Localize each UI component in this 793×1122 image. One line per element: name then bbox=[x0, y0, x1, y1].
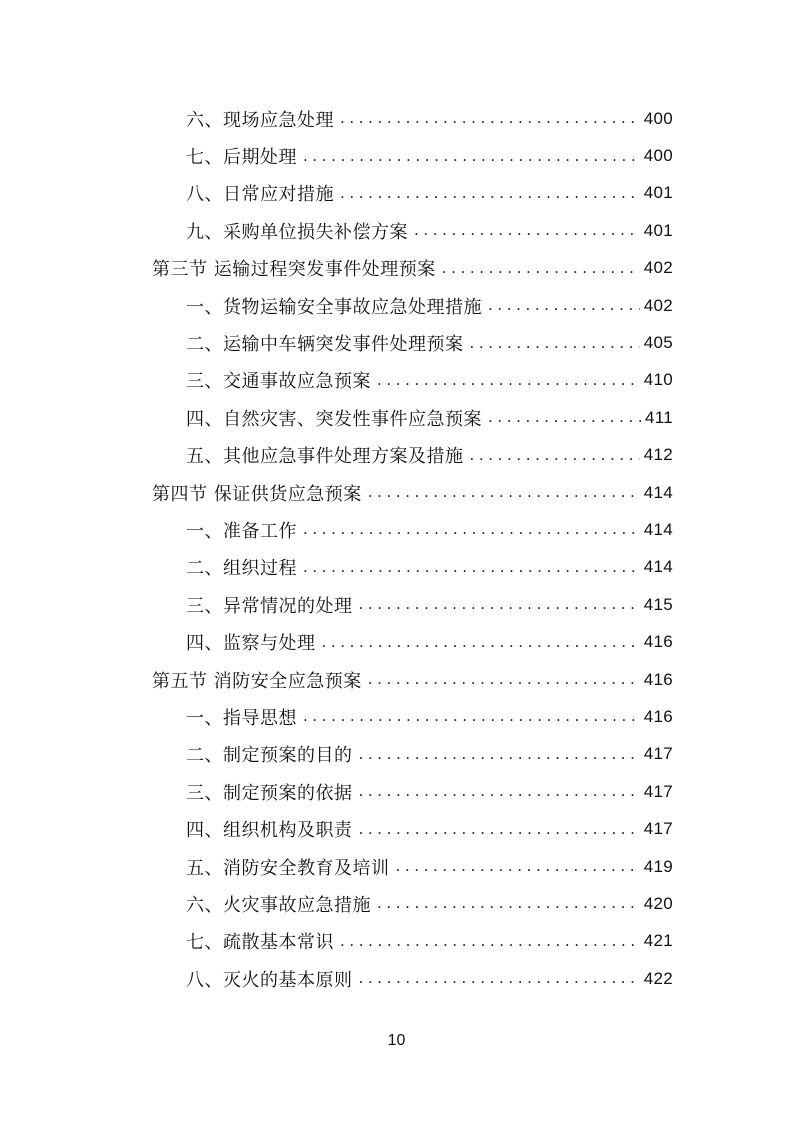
toc-entry[interactable] bbox=[0, 437, 793, 474]
toc-entry-title: 五、其他应急事件处理方案及措施 bbox=[186, 446, 464, 468]
toc-entry-page: 422 bbox=[643, 968, 673, 988]
toc-entry[interactable] bbox=[0, 960, 793, 997]
toc-entry-title: 五、消防安全教育及培训 bbox=[186, 857, 390, 879]
toc-dot-leader bbox=[340, 923, 640, 960]
toc-entry-page: 417 bbox=[643, 819, 673, 839]
toc-entry[interactable] bbox=[0, 212, 793, 249]
toc-dot-leader bbox=[303, 138, 640, 175]
toc-dot-leader bbox=[322, 624, 640, 661]
toc-entry[interactable] bbox=[0, 623, 793, 660]
toc-entry-title: 三、交通事故应急预案 bbox=[186, 371, 371, 393]
toc-dot-leader bbox=[470, 437, 640, 474]
toc-dot-leader bbox=[368, 474, 640, 511]
toc-entry[interactable] bbox=[0, 848, 793, 885]
toc-entry-title: 七、后期处理 bbox=[186, 147, 297, 169]
toc-dot-leader bbox=[359, 773, 640, 810]
toc-section-entry[interactable] bbox=[0, 474, 793, 511]
toc-dot-leader bbox=[359, 736, 640, 773]
toc-entry[interactable] bbox=[0, 287, 793, 324]
toc-dot-leader bbox=[359, 960, 640, 997]
toc-entry[interactable] bbox=[0, 100, 793, 137]
toc-dot-leader bbox=[368, 661, 640, 698]
toc-entry[interactable] bbox=[0, 736, 793, 773]
toc-dot-leader bbox=[359, 811, 640, 848]
toc-dot-leader bbox=[377, 885, 640, 922]
toc-entry-page: 401 bbox=[643, 183, 673, 203]
toc-entry[interactable] bbox=[0, 511, 793, 548]
toc-dot-leader bbox=[377, 362, 640, 399]
toc-entry-title: 第三节 运输过程突发事件处理预案 bbox=[152, 259, 436, 281]
toc-entry[interactable] bbox=[0, 773, 793, 810]
toc-entry[interactable] bbox=[0, 175, 793, 212]
toc-entry-title: 六、火灾事故应急措施 bbox=[186, 894, 371, 916]
toc-dot-leader bbox=[303, 698, 640, 735]
toc-entry[interactable] bbox=[0, 137, 793, 174]
toc-dot-leader bbox=[488, 399, 641, 436]
page-number: 10 bbox=[387, 1032, 406, 1049]
toc-entry-page: 414 bbox=[643, 557, 673, 577]
toc-entry-title: 二、运输中车辆突发事件处理预案 bbox=[186, 334, 464, 356]
toc-entry-title: 八、灭火的基本原则 bbox=[186, 969, 353, 991]
toc-entry[interactable] bbox=[0, 362, 793, 399]
toc-dot-leader bbox=[488, 287, 640, 324]
toc-entry-title: 三、制定预案的依据 bbox=[186, 782, 353, 804]
toc-entry-title: 九、采购单位损失补偿方案 bbox=[186, 221, 408, 243]
toc-entry-page: 400 bbox=[643, 146, 673, 166]
toc-dot-leader bbox=[303, 549, 640, 586]
toc-dot-leader bbox=[303, 511, 640, 548]
toc-entry-page: 414 bbox=[643, 519, 673, 539]
table-of-contents bbox=[0, 100, 793, 997]
toc-entry[interactable] bbox=[0, 324, 793, 361]
toc-entry[interactable] bbox=[0, 885, 793, 922]
toc-entry[interactable] bbox=[0, 586, 793, 623]
toc-entry[interactable] bbox=[0, 399, 793, 436]
toc-entry-title: 三、异常情况的处理 bbox=[186, 595, 353, 617]
toc-entry[interactable] bbox=[0, 923, 793, 960]
toc-entry-page: 421 bbox=[643, 931, 673, 951]
toc-entry-page: 416 bbox=[643, 706, 673, 726]
toc-dot-leader bbox=[470, 325, 640, 362]
toc-entry-page: 416 bbox=[643, 632, 673, 652]
toc-entry-title: 七、疏散基本常识 bbox=[186, 932, 334, 954]
toc-entry-title: 四、组织机构及职责 bbox=[186, 820, 353, 842]
toc-dot-leader bbox=[340, 175, 640, 212]
toc-section-entry[interactable] bbox=[0, 661, 793, 698]
toc-dot-leader bbox=[396, 848, 640, 885]
toc-entry-page: 402 bbox=[643, 258, 673, 278]
toc-dot-leader bbox=[442, 250, 640, 287]
toc-entry-title: 二、组织过程 bbox=[186, 558, 297, 580]
toc-entry-page: 415 bbox=[643, 594, 673, 614]
toc-entry-title: 四、自然灾害、突发性事件应急预案 bbox=[186, 408, 482, 430]
toc-dot-leader bbox=[359, 586, 640, 623]
toc-entry-title: 第四节 保证供货应急预案 bbox=[152, 483, 362, 505]
toc-entry-page: 416 bbox=[643, 669, 673, 689]
toc-dot-leader bbox=[340, 100, 640, 137]
toc-entry-title: 一、指导思想 bbox=[186, 707, 297, 729]
toc-entry-page: 402 bbox=[643, 295, 673, 315]
toc-entry-page: 405 bbox=[643, 333, 673, 353]
toc-entry-page: 417 bbox=[643, 781, 673, 801]
toc-dot-leader bbox=[414, 212, 640, 249]
toc-entry-page: 417 bbox=[643, 744, 673, 764]
toc-entry-page: 410 bbox=[643, 370, 673, 390]
toc-entry-page: 401 bbox=[643, 220, 673, 240]
toc-entry-page: 412 bbox=[643, 445, 673, 465]
toc-entry-page: 400 bbox=[643, 108, 673, 128]
toc-entry-title: 六、现场应急处理 bbox=[186, 109, 334, 131]
toc-entry-title: 一、准备工作 bbox=[186, 520, 297, 542]
toc-entry[interactable] bbox=[0, 549, 793, 586]
toc-entry-title: 第五节 消防安全应急预案 bbox=[152, 670, 362, 692]
toc-entry-page: 419 bbox=[643, 856, 673, 876]
toc-entry-page: 414 bbox=[643, 482, 673, 502]
toc-entry[interactable] bbox=[0, 698, 793, 735]
toc-entry-title: 二、制定预案的目的 bbox=[186, 745, 353, 767]
toc-entry-title: 一、货物运输安全事故应急处理措施 bbox=[186, 296, 482, 318]
toc-entry-page: 420 bbox=[643, 893, 673, 913]
toc-entry[interactable] bbox=[0, 810, 793, 847]
toc-entry-title: 八、日常应对措施 bbox=[186, 184, 334, 206]
toc-section-entry[interactable] bbox=[0, 250, 793, 287]
toc-entry-title: 四、监察与处理 bbox=[186, 633, 316, 655]
toc-entry-page: 411 bbox=[644, 407, 673, 427]
